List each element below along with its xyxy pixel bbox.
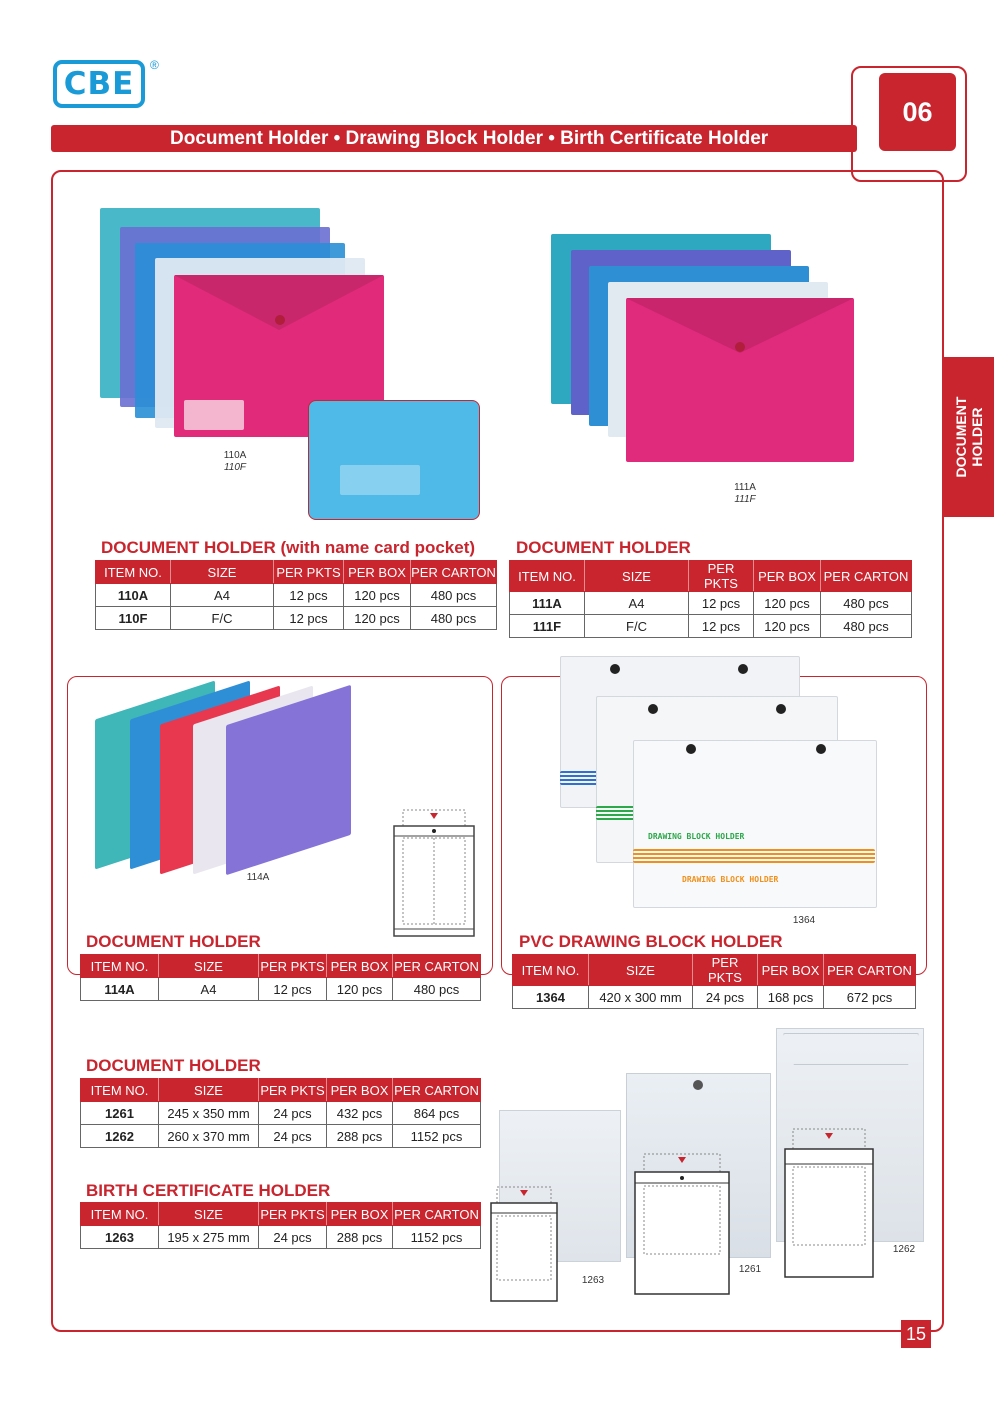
caption-110 (215, 450, 255, 474)
cell-carton: 864 pcs (393, 1102, 481, 1125)
cell-box: 120 pcs (754, 592, 821, 615)
caption-1263: 1263 (581, 1275, 605, 1286)
cell-carton: 480 pcs (411, 584, 497, 607)
table-header (81, 1079, 481, 1102)
cbe-logo (53, 60, 145, 108)
cell-item: 1262 (81, 1125, 159, 1148)
col-item-no: ITEM NO. (513, 955, 589, 986)
col-item-no: ITEM NO. (510, 561, 585, 592)
cell-pkts: 24 pcs (693, 986, 758, 1009)
section-title-114: DOCUMENT HOLDER (86, 932, 261, 951)
col-per-pkts: PER PKTS (259, 1079, 327, 1102)
col-per-pkts: PER PKTS (259, 955, 327, 978)
cell-box: 120 pcs (754, 615, 821, 638)
table-header (81, 955, 481, 978)
col-per-pkts: PER PKTS (693, 955, 758, 986)
table-header (96, 561, 497, 584)
spec-table-1364 (512, 954, 916, 1009)
col-per-box: PER BOX (327, 955, 393, 978)
col-per-box: PER BOX (344, 561, 411, 584)
cell-carton: 672 pcs (824, 986, 916, 1009)
col-per-pkts: PER PKTS (689, 561, 754, 592)
logo-text: CBE (63, 66, 135, 102)
cell-carton: 1152 pcs (393, 1125, 481, 1148)
cell-pkts: 12 pcs (689, 592, 754, 615)
cell-item: 110F (96, 607, 171, 630)
cell-item: 1263 (81, 1226, 159, 1249)
table-row (81, 978, 481, 1001)
col-item-no: ITEM NO. (96, 561, 171, 584)
col-per-carton: PER CARTON (821, 561, 912, 592)
cell-box: 120 pcs (344, 584, 411, 607)
cell-pkts: 24 pcs (259, 1102, 327, 1125)
line-drawing-1263 (490, 1186, 558, 1302)
section-title-111: DOCUMENT HOLDER (516, 538, 691, 557)
section-title-110: DOCUMENT HOLDER (with name card pocket) (101, 538, 476, 557)
cell-box: 120 pcs (327, 978, 393, 1001)
cell-size: F/C (171, 607, 274, 630)
table-row (96, 584, 497, 607)
section-title-1263: BIRTH CERTIFICATE HOLDER (86, 1181, 331, 1200)
page-number: 15 (901, 1320, 931, 1348)
side-tab-line2: HOLDER (969, 407, 985, 467)
cell-carton: 480 pcs (821, 592, 912, 615)
chapter-number: 06 (879, 73, 956, 151)
cell-carton: 480 pcs (821, 615, 912, 638)
drawing-block-label-3: DRAWING BLOCK HOLDER (682, 875, 779, 884)
col-item-no: ITEM NO. (81, 1079, 159, 1102)
cell-pkts: 12 pcs (274, 607, 344, 630)
product-image-111 (551, 234, 861, 474)
page-title: Document Holder • Drawing Block Holder • Birth Certificate Holder (170, 128, 769, 149)
col-item-no: ITEM NO. (81, 1203, 159, 1226)
caption-111 (725, 482, 765, 506)
cell-box: 288 pcs (327, 1226, 393, 1249)
cell-box: 432 pcs (327, 1102, 393, 1125)
cell-box: 168 pcs (758, 986, 824, 1009)
cell-size: A4 (159, 978, 259, 1001)
cell-item: 110A (96, 584, 171, 607)
col-size: SIZE (589, 955, 693, 986)
col-per-carton: PER CARTON (393, 955, 481, 978)
cell-size: 195 x 275 mm (159, 1226, 259, 1249)
product-image-1364 (560, 656, 880, 908)
line-drawing-1262 (784, 1128, 874, 1278)
col-per-box: PER BOX (327, 1203, 393, 1226)
side-tab (944, 357, 994, 517)
registered-mark: ® (150, 58, 159, 72)
cell-item: 1364 (513, 986, 589, 1009)
caption-114: 114A (246, 872, 270, 883)
col-per-box: PER BOX (758, 955, 824, 986)
caption-1364: 1364 (792, 915, 816, 926)
col-size: SIZE (585, 561, 689, 592)
table-header (81, 1203, 481, 1226)
spec-table-114 (80, 954, 481, 1001)
section-title-1364: PVC DRAWING BLOCK HOLDER (519, 932, 783, 951)
cell-item: 111F (510, 615, 585, 638)
section-title-1261: DOCUMENT HOLDER (86, 1056, 261, 1075)
col-per-box: PER BOX (754, 561, 821, 592)
table-row (81, 1226, 481, 1249)
col-per-carton: PER CARTON (824, 955, 916, 986)
cell-pkts: 12 pcs (689, 615, 754, 638)
col-size: SIZE (159, 1203, 259, 1226)
product-image-114 (90, 660, 390, 870)
col-per-pkts: PER PKTS (259, 1203, 327, 1226)
col-per-box: PER BOX (327, 1079, 393, 1102)
side-tab-line1: DOCUMENT (953, 396, 969, 478)
table-row (96, 607, 497, 630)
cell-item: 1261 (81, 1102, 159, 1125)
col-per-carton: PER CARTON (411, 561, 497, 584)
cell-item: 111A (510, 592, 585, 615)
cell-item: 114A (81, 978, 159, 1001)
cell-size: 260 x 370 mm (159, 1125, 259, 1148)
col-size: SIZE (171, 561, 274, 584)
col-per-carton: PER CARTON (393, 1079, 481, 1102)
cell-box: 288 pcs (327, 1125, 393, 1148)
cell-size: 420 x 300 mm (589, 986, 693, 1009)
cell-size: A4 (585, 592, 689, 615)
table-row (81, 1102, 481, 1125)
line-drawing-114 (393, 808, 475, 938)
caption-111f: 111F (734, 494, 756, 505)
caption-111a: 111A (734, 482, 756, 493)
spec-table-1263 (80, 1202, 481, 1249)
caption-1261: 1261 (738, 1264, 762, 1275)
col-item-no: ITEM NO. (81, 955, 159, 978)
table-row (81, 1125, 481, 1148)
product-image-110 (100, 205, 480, 525)
caption-110a: 110A (223, 450, 247, 461)
table-header (513, 955, 916, 986)
line-drawing-1261 (634, 1153, 730, 1295)
spec-table-110 (95, 560, 497, 630)
cell-carton: 480 pcs (411, 607, 497, 630)
table-row (510, 592, 912, 615)
cell-pkts: 12 pcs (274, 584, 344, 607)
cell-size: A4 (171, 584, 274, 607)
col-per-pkts: PER PKTS (274, 561, 344, 584)
spec-table-1261 (80, 1078, 481, 1148)
table-row (510, 615, 912, 638)
cell-size: F/C (585, 615, 689, 638)
table-header (510, 561, 912, 592)
caption-110f: 110F (223, 462, 247, 473)
spec-table-111 (509, 560, 912, 638)
col-per-carton: PER CARTON (393, 1203, 481, 1226)
col-size: SIZE (159, 955, 259, 978)
cell-pkts: 24 pcs (259, 1226, 327, 1249)
caption-1262: 1262 (892, 1244, 916, 1255)
cell-carton: 480 pcs (393, 978, 481, 1001)
cell-box: 120 pcs (344, 607, 411, 630)
cell-carton: 1152 pcs (393, 1226, 481, 1249)
cell-pkts: 24 pcs (259, 1125, 327, 1148)
cell-pkts: 12 pcs (259, 978, 327, 1001)
cell-size: 245 x 350 mm (159, 1102, 259, 1125)
drawing-block-label-2: DRAWING BLOCK HOLDER (648, 832, 745, 841)
table-row (513, 986, 916, 1009)
col-size: SIZE (159, 1079, 259, 1102)
